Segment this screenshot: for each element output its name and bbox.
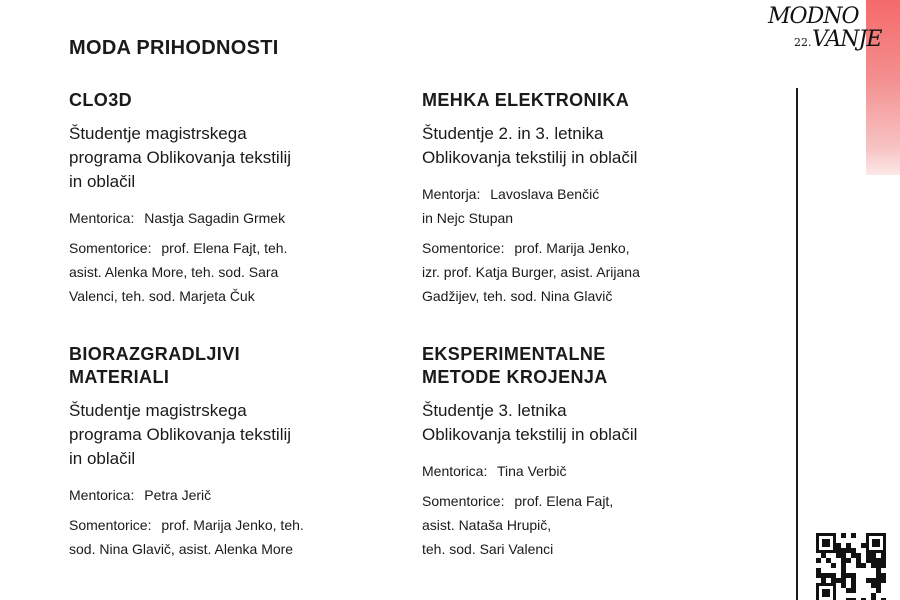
comentor-block	[69, 513, 369, 561]
mentor-block	[69, 206, 369, 230]
comentor-label: Somentorice:	[422, 240, 505, 256]
comentor-block	[422, 489, 722, 561]
mentor-block	[422, 459, 722, 483]
page-title: MODA PRIHODNOSTI	[69, 37, 279, 59]
comentor-label: Somentorice:	[69, 517, 152, 533]
comentor-line: sod. Nina Glavič, asist. Alenka More	[69, 541, 294, 557]
mentor-label: Mentorica:	[69, 487, 135, 503]
mentor-name: Petra Jerič	[144, 487, 212, 503]
subtitle-line: in oblačil	[69, 449, 136, 468]
comentor-block	[422, 236, 722, 308]
subtitle-line: Študentje 3. letnika	[422, 401, 567, 420]
mentor-label: Mentorja:	[422, 186, 481, 202]
section-title-line: BIORAZGRADLJIVI	[69, 344, 241, 364]
qr-code-icon[interactable]	[816, 533, 886, 600]
subtitle-line: programa Oblikovanja tekstilij	[69, 148, 292, 167]
comentor-label: Somentorice:	[422, 493, 505, 509]
comentor-line: prof. Marija Jenko,	[514, 240, 630, 256]
comentor-label: Somentorice:	[69, 240, 152, 256]
comentor-line: izr. prof. Katja Burger, asist. Arijana	[422, 264, 640, 280]
section-title-line: METODE KROJENJA	[422, 367, 608, 387]
logo-line-2: VANJE	[812, 27, 882, 52]
section-title	[69, 89, 369, 112]
comentor-line: asist. Alenka More, teh. sod. Sara	[69, 264, 279, 280]
comentor-line: prof. Marija Jenko, teh.	[161, 517, 304, 533]
event-logo	[766, 4, 886, 56]
comentor-line: asist. Nataša Hrupič,	[422, 517, 552, 533]
comentor-line: prof. Elena Fajt, teh.	[161, 240, 288, 256]
comentor-line: teh. sod. Sari Valenci	[422, 541, 554, 557]
subtitle-line: Študentje magistrskega	[69, 401, 247, 420]
section-subtitle	[422, 399, 722, 447]
mentor-name: Lavoslava Benčić	[490, 186, 600, 202]
mentor-name: in Nejc Stupan	[422, 210, 514, 226]
qr-code-graphic	[816, 533, 886, 600]
section-eksperimentalne-metode	[422, 343, 722, 567]
comentor-line: prof. Elena Fajt,	[514, 493, 614, 509]
subtitle-line: programa Oblikovanja tekstilij	[69, 425, 292, 444]
section-clo3d	[69, 89, 369, 314]
subtitle-line: Oblikovanja tekstilij in oblačil	[422, 148, 638, 167]
logo-line-1: MODNO	[768, 4, 859, 29]
section-title-line: EKSPERIMENTALNE	[422, 344, 606, 364]
logo-number: 22.	[794, 36, 812, 49]
section-title	[69, 343, 369, 389]
section-subtitle	[422, 122, 722, 170]
mentor-block	[422, 182, 722, 230]
subtitle-line: in oblačil	[69, 172, 136, 191]
section-subtitle	[69, 399, 369, 471]
subtitle-line: Študentje 2. in 3. letnika	[422, 124, 604, 143]
section-subtitle	[69, 122, 369, 194]
section-title-line: MATERIALI	[69, 367, 170, 387]
section-title	[422, 89, 722, 112]
section-title	[422, 343, 722, 389]
subtitle-line: Študentje magistrskega	[69, 124, 247, 143]
comentor-line: Gadžijev, teh. sod. Nina Glavič	[422, 288, 613, 304]
section-title-line: MEHKA ELEKTRONIKA	[422, 90, 630, 110]
section-mehka-elektronika	[422, 89, 722, 314]
comentor-line: Valenci, teh. sod. Marjeta Čuk	[69, 288, 255, 304]
subtitle-line: Oblikovanja tekstilij in oblačil	[422, 425, 638, 444]
mentor-name: Nastja Sagadin Grmek	[144, 210, 286, 226]
vertical-divider	[796, 88, 798, 600]
mentor-label: Mentorica:	[422, 463, 488, 479]
section-biorazgradljivi-materiali	[69, 343, 369, 567]
mentor-block	[69, 483, 369, 507]
section-title-line: CLO3D	[69, 90, 133, 110]
mentor-label: Mentorica:	[69, 210, 135, 226]
comentor-block	[69, 236, 369, 308]
mentor-name: Tina Verbič	[497, 463, 567, 479]
